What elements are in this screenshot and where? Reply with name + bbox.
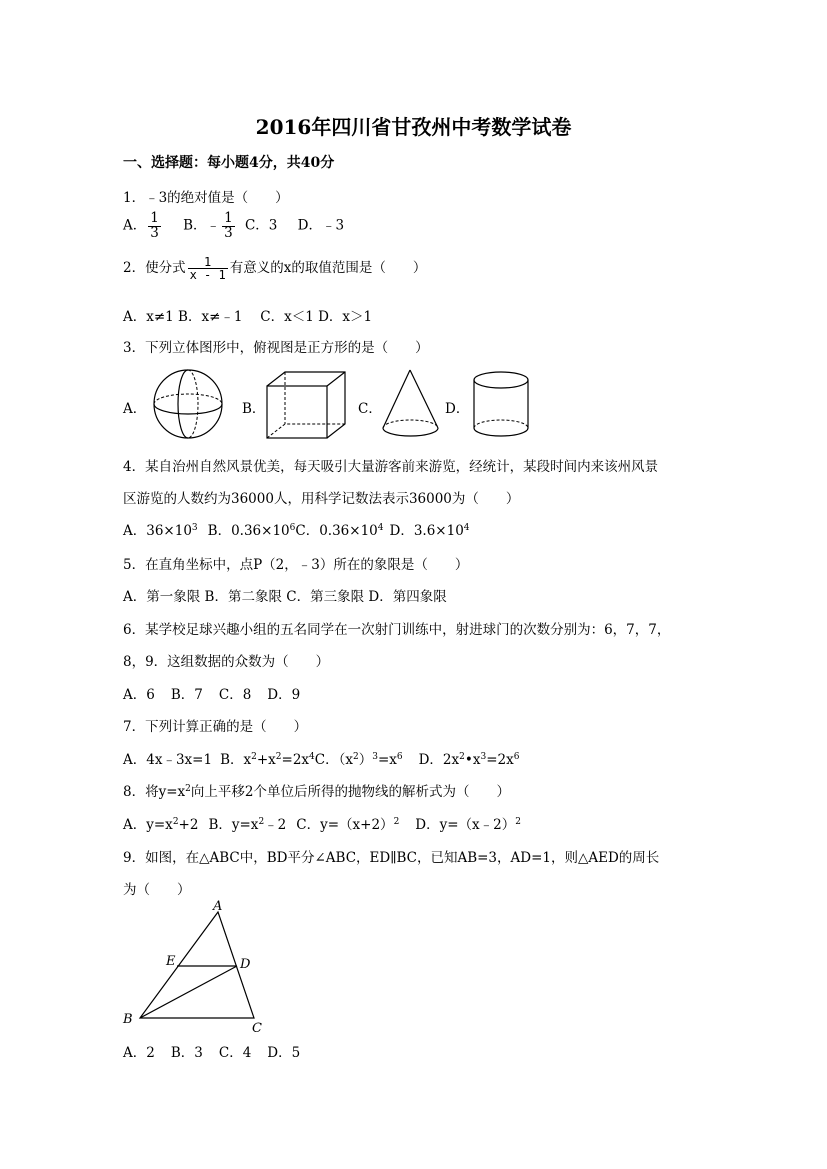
q6-line1: 6．某学校足球兴趣小组的五名同学在一次射门训练中，射进球门的次数分别为：6，7，7， [123, 622, 671, 638]
q3-option-b-label: B． [242, 401, 266, 417]
q1-option-b-label: B．﹣ [183, 217, 221, 234]
q5-stem: 5．在直角坐标中，点P（2，﹣3）所在的象限是（ ） [123, 557, 469, 573]
triangle-figure [120, 898, 280, 1038]
q1-option-a-fraction: $\frac{1}{3}$ [150, 210, 159, 241]
q1-options [123, 212, 344, 240]
q9-line1: 9．如图，在△ABC中，BD平分∠ABC，ED∥BC，已知AB=3，AD=1，则△AED的周长 [123, 850, 660, 866]
vertex-e-label: E [166, 954, 176, 969]
q1-option-b-fraction: $\frac{1}{3}$ [224, 210, 233, 241]
vertex-b-label: B [123, 1012, 133, 1027]
q8-options: A．$y=x^2+2$ B．$y=x^2﹣2$ C．$y=(x+2)^2$ D．y=（x﹣2）$^2$ [123, 817, 521, 833]
q2-options: A．x≠1 B．x≠﹣1 C．x＜1 D．x＞1 [123, 309, 373, 325]
q4-options: A．$36\times 10^3$ B．$0.36\times 10^6C$．$0.36\times 10^4$ D．$3.6\times 10^4$ [123, 523, 470, 539]
q2-fraction: $\frac{1}{x - 1}$ [189, 255, 226, 282]
q3-option-d-label: D． [445, 401, 470, 417]
vertex-d-label: D [240, 957, 251, 972]
q9-line2: 为（ ） [123, 882, 191, 898]
q6-options: A．6 B．7 C．8 D．9 [123, 687, 301, 703]
page-title: 2016年四川省甘孜州中考数学试卷 [255, 115, 572, 139]
vertex-c-label: C [252, 1021, 262, 1036]
cone-figure [380, 368, 442, 442]
q3-option-c-label: C． [358, 401, 382, 417]
q7-stem: 7．下列计算正确的是（ ） [123, 719, 308, 735]
q8-stem: 8．将$y=x^2$向上平移2个单位后所得的抛物线的解析式为（ ） [123, 784, 510, 800]
q7-options: A．4x﹣3x=1 B．$x^2+x^2=2x^4C$．$(x^2)^3=x^6$ D．$2x^2•x^3=2x^6$ [123, 752, 520, 768]
q4-line1: 4．某自治州自然风景优美，每天吸引大量游客前来游览，经统计，某段时间内来该州风景 [123, 459, 659, 475]
q1-option-a-label: A． [123, 217, 147, 234]
sphere-figure [150, 370, 230, 440]
q1-stem: 1．﹣3的绝对值是（ ） [123, 190, 289, 206]
q9-options: A．2 B．3 C．4 D．5 [123, 1045, 301, 1061]
q1-option-d: D．﹣3 [297, 217, 345, 234]
q4-line2: 区游览的人数约为36000人，用科学记数法表示36000为（ ） [123, 491, 520, 507]
q6-line2: 8，9．这组数据的众数为（ ） [123, 654, 330, 670]
section-heading: 一、选择题：每小题4分，共40分 [123, 155, 335, 171]
vertex-a-label: A [213, 899, 223, 914]
q5-options: A．第一象限 B．第二象限 C．第三象限 D．第四象限 [123, 589, 447, 605]
q3-stem: 3．下列立体图形中，俯视图是正方形的是（ ） [123, 340, 429, 356]
q3-option-a-label: A． [123, 401, 147, 417]
cube-figure [265, 370, 350, 442]
q1-option-c: C．3 [244, 217, 278, 234]
cylinder-figure [472, 370, 532, 440]
q2-stem: 2．使分式 $\frac{1}{x - 1}$ 有意义的x的取值范围是（ ） [123, 255, 427, 282]
